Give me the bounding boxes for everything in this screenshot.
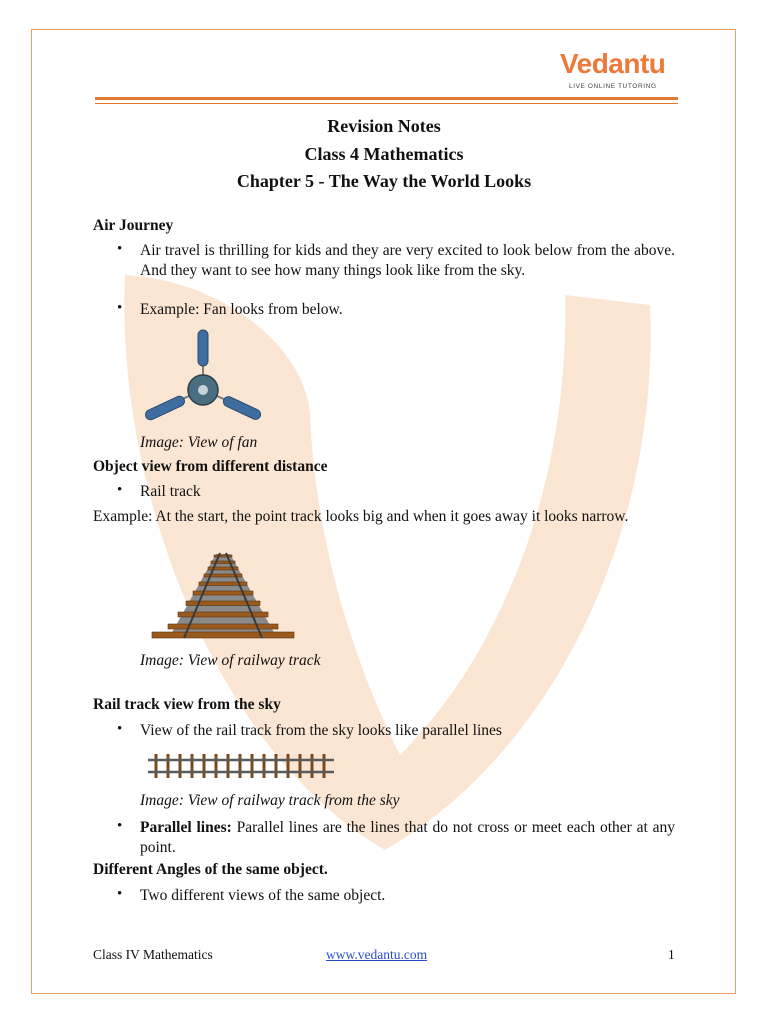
bullet-dot: •	[117, 300, 123, 316]
image-caption: Image: View of railway track from the sky	[140, 792, 400, 809]
header-rule-thick	[95, 97, 678, 100]
section-heading-sky-view: Rail track view from the sky	[93, 696, 281, 713]
list-item: Rail track	[140, 483, 201, 500]
bullet-dot: •	[117, 818, 123, 834]
bullet-dot: •	[117, 886, 123, 902]
logo-wordmark: Vedantu	[560, 48, 666, 79]
section-heading-air-journey: Air Journey	[93, 217, 174, 234]
vedantu-logo	[560, 48, 675, 96]
logo-tagline: LIVE ONLINE TUTORING	[569, 83, 657, 90]
paragraph: Example: At the start, the point track looks big and when it goes away it looks narrow.	[93, 508, 629, 525]
section-heading-distance: Object view from different distance	[93, 458, 328, 475]
header-rule-thin	[95, 103, 678, 104]
bullet-dot: •	[117, 241, 123, 257]
page-title: Revision Notes	[327, 116, 441, 136]
railway-track-top-view-icon	[148, 752, 334, 782]
term-parallel-lines: Parallel lines:	[140, 819, 232, 836]
page-subtitle: Class 4 Mathematics	[304, 144, 464, 164]
bullet-dot: •	[117, 482, 123, 498]
chapter-title: Chapter 5 - The Way the World Looks	[236, 171, 532, 191]
list-item: Two different views of the same object.	[140, 887, 386, 904]
section-heading-angles: Different Angles of the same object.	[93, 861, 328, 878]
list-item-parallel-lines	[140, 818, 675, 857]
page-number: 1	[668, 947, 675, 962]
list-item: View of the rail track from the sky looks like parallel lines	[140, 722, 502, 739]
ceiling-fan-icon	[140, 328, 270, 423]
image-caption: Image: View of fan	[140, 434, 258, 451]
definition-parallel-lines: Parallel lines are the lines that do not cross or meet each other at any point.	[140, 819, 675, 856]
footer-left: Class IV Mathematics	[93, 947, 213, 962]
railway-track-icon	[148, 552, 298, 642]
list-item: Example: Fan looks from below.	[140, 301, 343, 318]
image-caption: Image: View of railway track	[140, 652, 321, 669]
bullet-dot: •	[117, 721, 123, 737]
list-item: Air travel is thrilling for kids and they are very excited to look below from the above. And they want to see how many things look like from the sky.	[140, 242, 675, 279]
footer-website-link[interactable]: www.vedantu.com	[326, 947, 428, 962]
